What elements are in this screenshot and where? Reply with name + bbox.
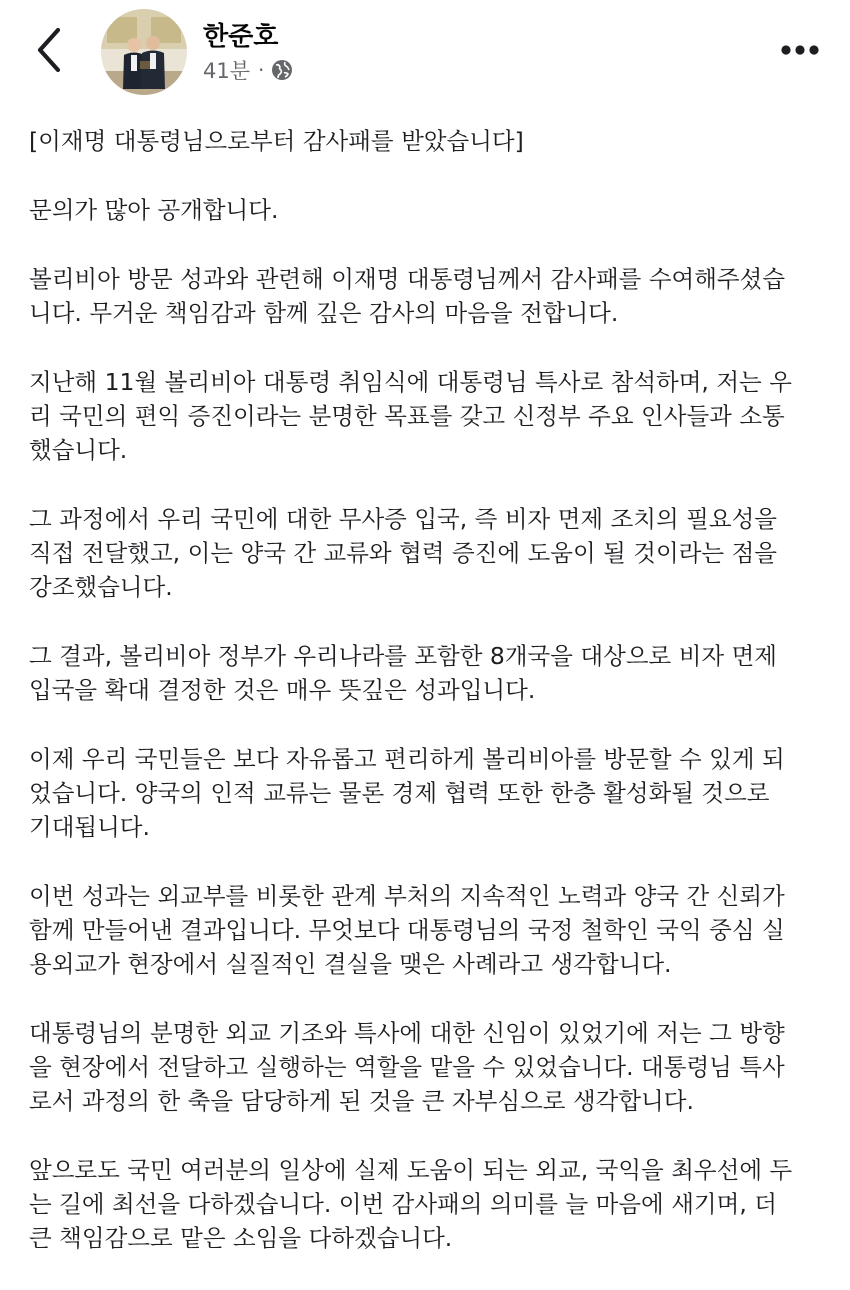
chevron-left-icon — [28, 22, 74, 78]
post-paragraph — [29, 262, 829, 330]
post-time[interactable]: 41분 — [203, 59, 251, 83]
post-text-line: 큰 책임감으로 맡은 소임을 다하겠습니다. — [29, 1224, 453, 1252]
more-options-button[interactable] — [772, 28, 828, 72]
post-text-line: 기대됩니다. — [29, 813, 150, 841]
post-header — [0, 0, 850, 110]
post-text-line: 리 국민의 편익 증진이라는 분명한 목표를 갖고 신정부 주요 인사들과 소통 — [29, 402, 785, 430]
post-text-line: 이제 우리 국민들은 보다 자유롭고 편리하게 볼리비아를 방문할 수 있게 되 — [29, 745, 785, 773]
globe-icon[interactable] — [271, 59, 293, 81]
post-text-line: 을 현장에서 전달하고 실행하는 역할을 맡을 수 있었습니다. 대통령님 특사 — [29, 1053, 785, 1081]
post-paragraph — [29, 365, 829, 467]
post-text-line: 강조했습니다. — [29, 573, 173, 601]
post-paragraph — [29, 639, 829, 707]
post-body — [29, 124, 829, 1290]
post-paragraph — [29, 1016, 829, 1118]
post-paragraph — [29, 879, 829, 981]
post-text-line: 함께 만들어낸 결과입니다. 무엇보다 대통령님의 국정 철학인 국익 중심 실 — [29, 916, 785, 944]
post-text-line: 했습니다. — [29, 436, 128, 464]
post-paragraph — [29, 1153, 829, 1255]
post-text-line: 직접 전달했고, 이는 양국 간 교류와 협력 증진에 도움이 될 것이라는 점을 — [29, 539, 777, 567]
post-paragraph — [29, 193, 829, 227]
post-text-line: 지난해 11월 볼리비아 대통령 취임식에 대통령님 특사로 참석하며, 저는 우 — [29, 368, 792, 396]
post-text-line: 는 길에 최선을 다하겠습니다. 이번 감사패의 의미를 늘 마음에 새기며, 더 — [29, 1190, 777, 1218]
post-meta — [203, 56, 293, 84]
back-button[interactable] — [28, 22, 74, 78]
post-text-line: 입국을 확대 결정한 것은 매우 뜻깊은 성과입니다. — [29, 676, 536, 704]
post-text-line: 볼리비아 방문 성과와 관련해 이재명 대통령님께서 감사패를 수여해주셨습 — [29, 265, 786, 293]
avatar[interactable] — [101, 9, 187, 95]
post-text-line: 그 결과, 볼리비아 정부가 우리나라를 포함한 8개국을 대상으로 비자 면제 — [29, 642, 777, 670]
post-text-line: 었습니다. 양국의 인적 교류는 물론 경제 협력 또한 한층 활성화될 것으로 — [29, 779, 770, 807]
meta-separator: · — [258, 58, 265, 82]
post-text-line: 로서 과정의 한 축을 담당하게 된 것을 큰 자부심으로 생각합니다. — [29, 1087, 694, 1115]
more-horizontal-icon — [772, 28, 828, 72]
post-paragraph — [29, 124, 829, 158]
post-text-line: 문의가 많아 공개합니다. — [29, 196, 279, 224]
post-paragraph — [29, 742, 829, 844]
post-paragraph — [29, 502, 829, 604]
post-text-line: 니다. 무거운 책임감과 함께 깊은 감사의 마음을 전합니다. — [29, 299, 619, 327]
author-name[interactable]: 한준호 — [203, 22, 279, 52]
post-text-line: 용외교가 현장에서 실질적인 결실을 맺은 사례라고 생각합니다. — [29, 950, 672, 978]
post-text-line: 이번 성과는 외교부를 비롯한 관계 부처의 지속적인 노력과 양국 간 신뢰가 — [29, 882, 785, 910]
post-text-line: [이재명 대통령님으로부터 감사패를 받았습니다] — [29, 127, 524, 155]
post-text-line: 그 과정에서 우리 국민에 대한 무사증 입국, 즉 비자 면제 조치의 필요성을 — [29, 505, 777, 533]
post-text-line: 앞으로도 국민 여러분의 일상에 실제 도움이 되는 외교, 국익을 최우선에 두 — [29, 1156, 793, 1184]
post-text-line: 대통령님의 분명한 외교 기조와 특사에 대한 신임이 있었기에 저는 그 방향 — [29, 1019, 785, 1047]
